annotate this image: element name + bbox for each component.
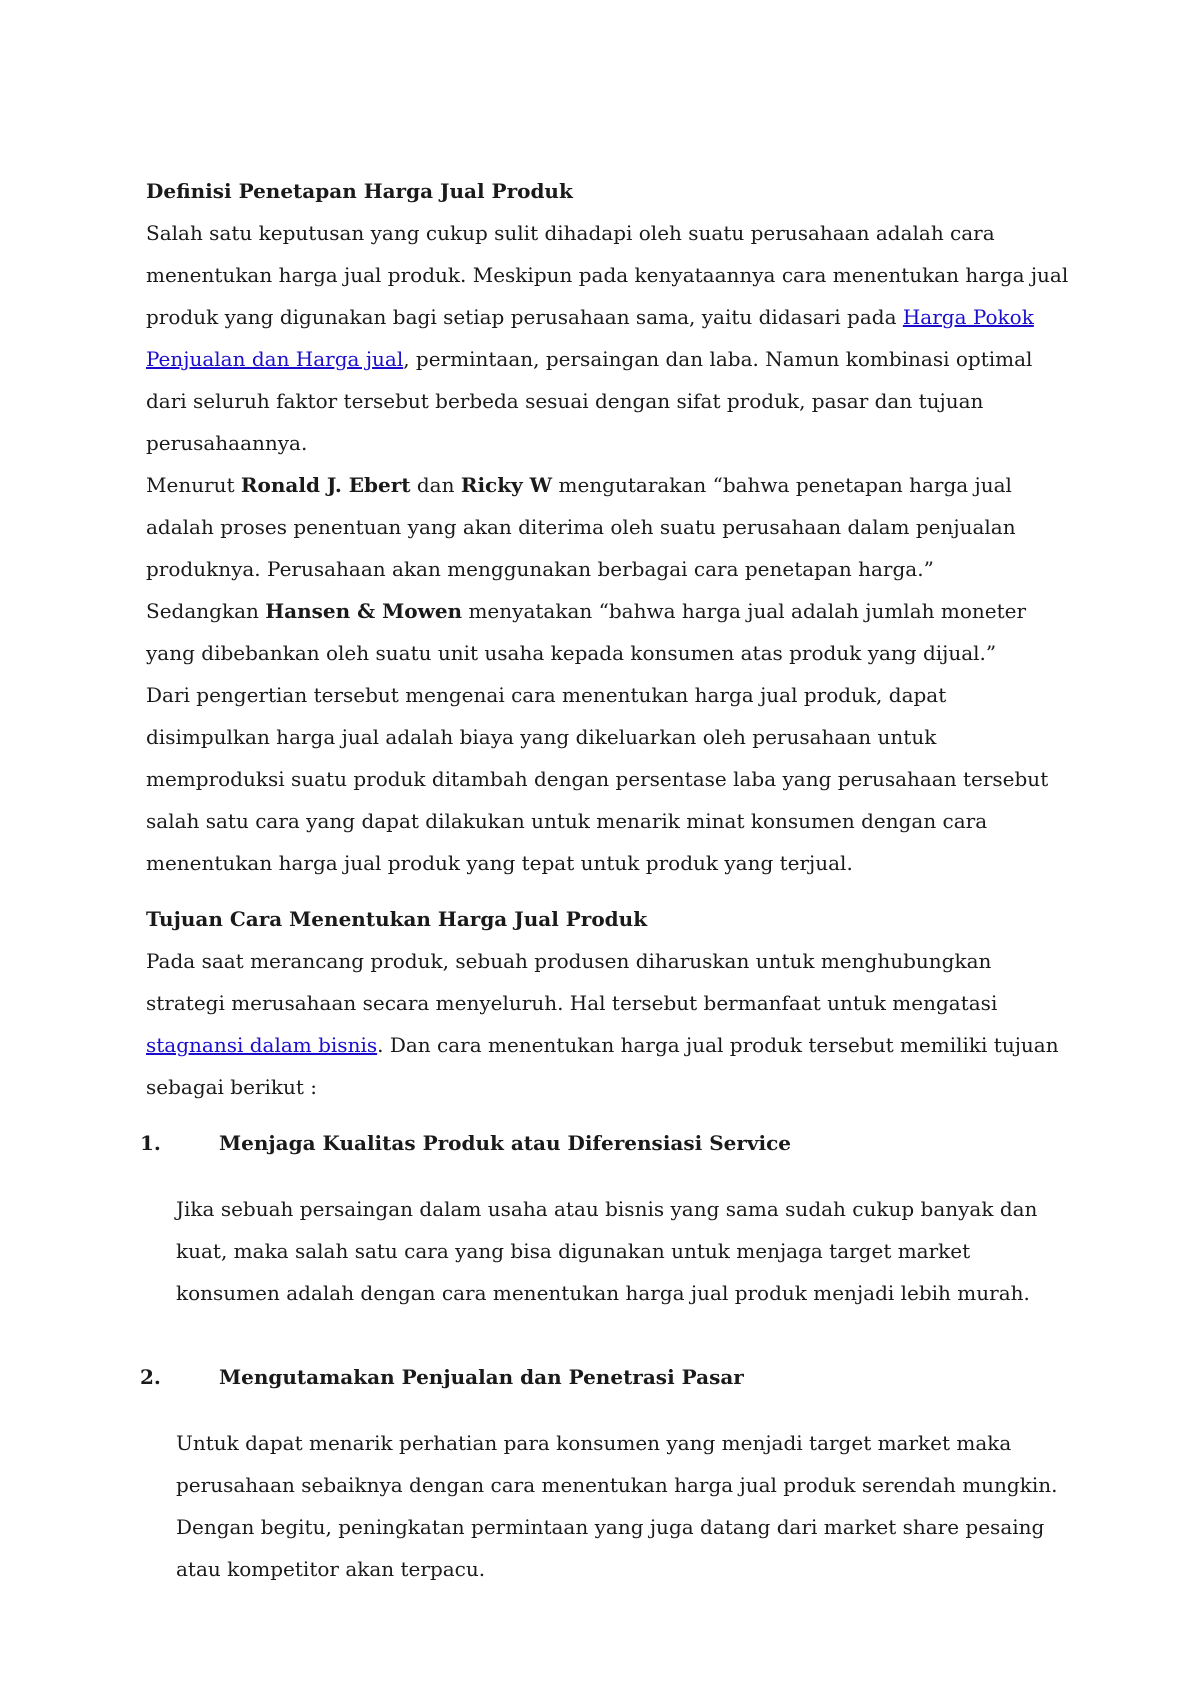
paragraph-tujuan-1 — [146, 940, 1076, 1108]
text-span: menyatakan “bahwa harga jual adalah jumlah moneter yang dibebankan oleh suatu unit usaha kepada konsumen atas produk yang dijual.” — [146, 599, 1027, 665]
list-item-body-1: Jika sebuah persaingan dalam usaha atau bisnis yang sama sudah cukup banyak dan kuat, maka salah satu cara yang bisa digunakan untuk menjaga target market konsumen adalah dengan cara menentukan harga jual produk menjadi lebih murah. — [176, 1197, 1038, 1305]
author-name-ricky: Ricky W — [460, 473, 553, 497]
author-name-ebert: Ronald J. Ebert — [240, 473, 411, 497]
link-stagnansi-bisnis[interactable]: stagnansi dalam bisnis — [146, 1033, 378, 1057]
link-harga-pokok-penjualan[interactable]: Harga Pokok Penjualan dan Harga jual — [146, 305, 1034, 371]
text-span: Sedangkan — [146, 599, 266, 623]
list-item-title: Mengutamakan Penjualan dan Penetrasi Pasar — [219, 1365, 744, 1389]
text-span: mengutarakan “bahwa penetapan harga jual adalah proses penentuan yang akan diterima oleh suatu perusahaan dalam penjualan produknya. Perusahaan akan menggunakan berbagai cara penetapan harga.” — [146, 473, 1016, 581]
section-heading-tujuan: Tujuan Cara Menentukan Harga Jual Produk — [146, 907, 648, 931]
paragraph-definisi-1 — [146, 212, 1076, 464]
list-item-title: Menjaga Kualitas Produk atau Diferensiasi Service — [219, 1131, 792, 1155]
paragraph-definisi-4: Dari pengertian tersebut mengenai cara menentukan harga jual produk, dapat disimpulkan harga jual adalah biaya yang dikeluarkan oleh perusahaan untuk memproduksi suatu produk ditambah dengan persentase laba yang perusahaan tersebut salah satu cara yang dapat dilakukan untuk menarik minat konsumen dengan cara menentukan harga jual produk yang tepat untuk produk yang terjual. — [146, 683, 1049, 875]
document-body — [140, 170, 1076, 1590]
text-span: Salah satu keputusan yang cukup sulit dihadapi oleh suatu perusahaan adalah cara menentukan harga jual produk. Meskipun pada kenyataannya cara menentukan harga jual produk yang digunakan bagi setiap perusahaan sama, yaitu didasari pada — [146, 221, 1069, 329]
text-span: Pada saat merancang produk, sebuah produsen diharuskan untuk menghubungkan strategi merusahaan secara menyeluruh. Hal tersebut bermanfaat untuk mengatasi — [146, 949, 998, 1015]
paragraph-definisi-2 — [146, 464, 1076, 590]
list-number: 1. — [140, 1131, 161, 1155]
list-number: 2. — [140, 1365, 161, 1389]
spacer — [146, 884, 1076, 898]
section-heading-definisi: Definisi Penetapan Harga Jual Produk — [146, 179, 573, 203]
text-span: Menurut — [146, 473, 241, 497]
paragraph-definisi-3 — [146, 590, 1076, 674]
list-item-body-2: Untuk dapat menarik perhatian para konsumen yang menjadi target market maka perusahaan sebaiknya dengan cara menentukan harga jual produk serendah mungkin. Dengan begitu, peningkatan permintaan yang juga datang dari market share pesaing atau kompetitor akan terpacu. — [176, 1431, 1058, 1581]
text-span: , permintaan, persaingan dan laba. Namun kombinasi optimal dari seluruh faktor tersebut berbeda sesuai dengan sifat produk, pasar dan tujuan perusahaannya. — [146, 347, 1033, 455]
text-span: dan — [410, 473, 461, 497]
list-item-heading-1 — [140, 1122, 1076, 1164]
text-span: . Dan cara menentukan harga jual produk tersebut memiliki tujuan sebagai berikut : — [146, 1033, 1059, 1099]
list-item-heading-2 — [140, 1356, 1076, 1398]
spacer — [146, 1314, 1076, 1342]
author-name-hansen-mowen: Hansen & Mowen — [265, 599, 463, 623]
